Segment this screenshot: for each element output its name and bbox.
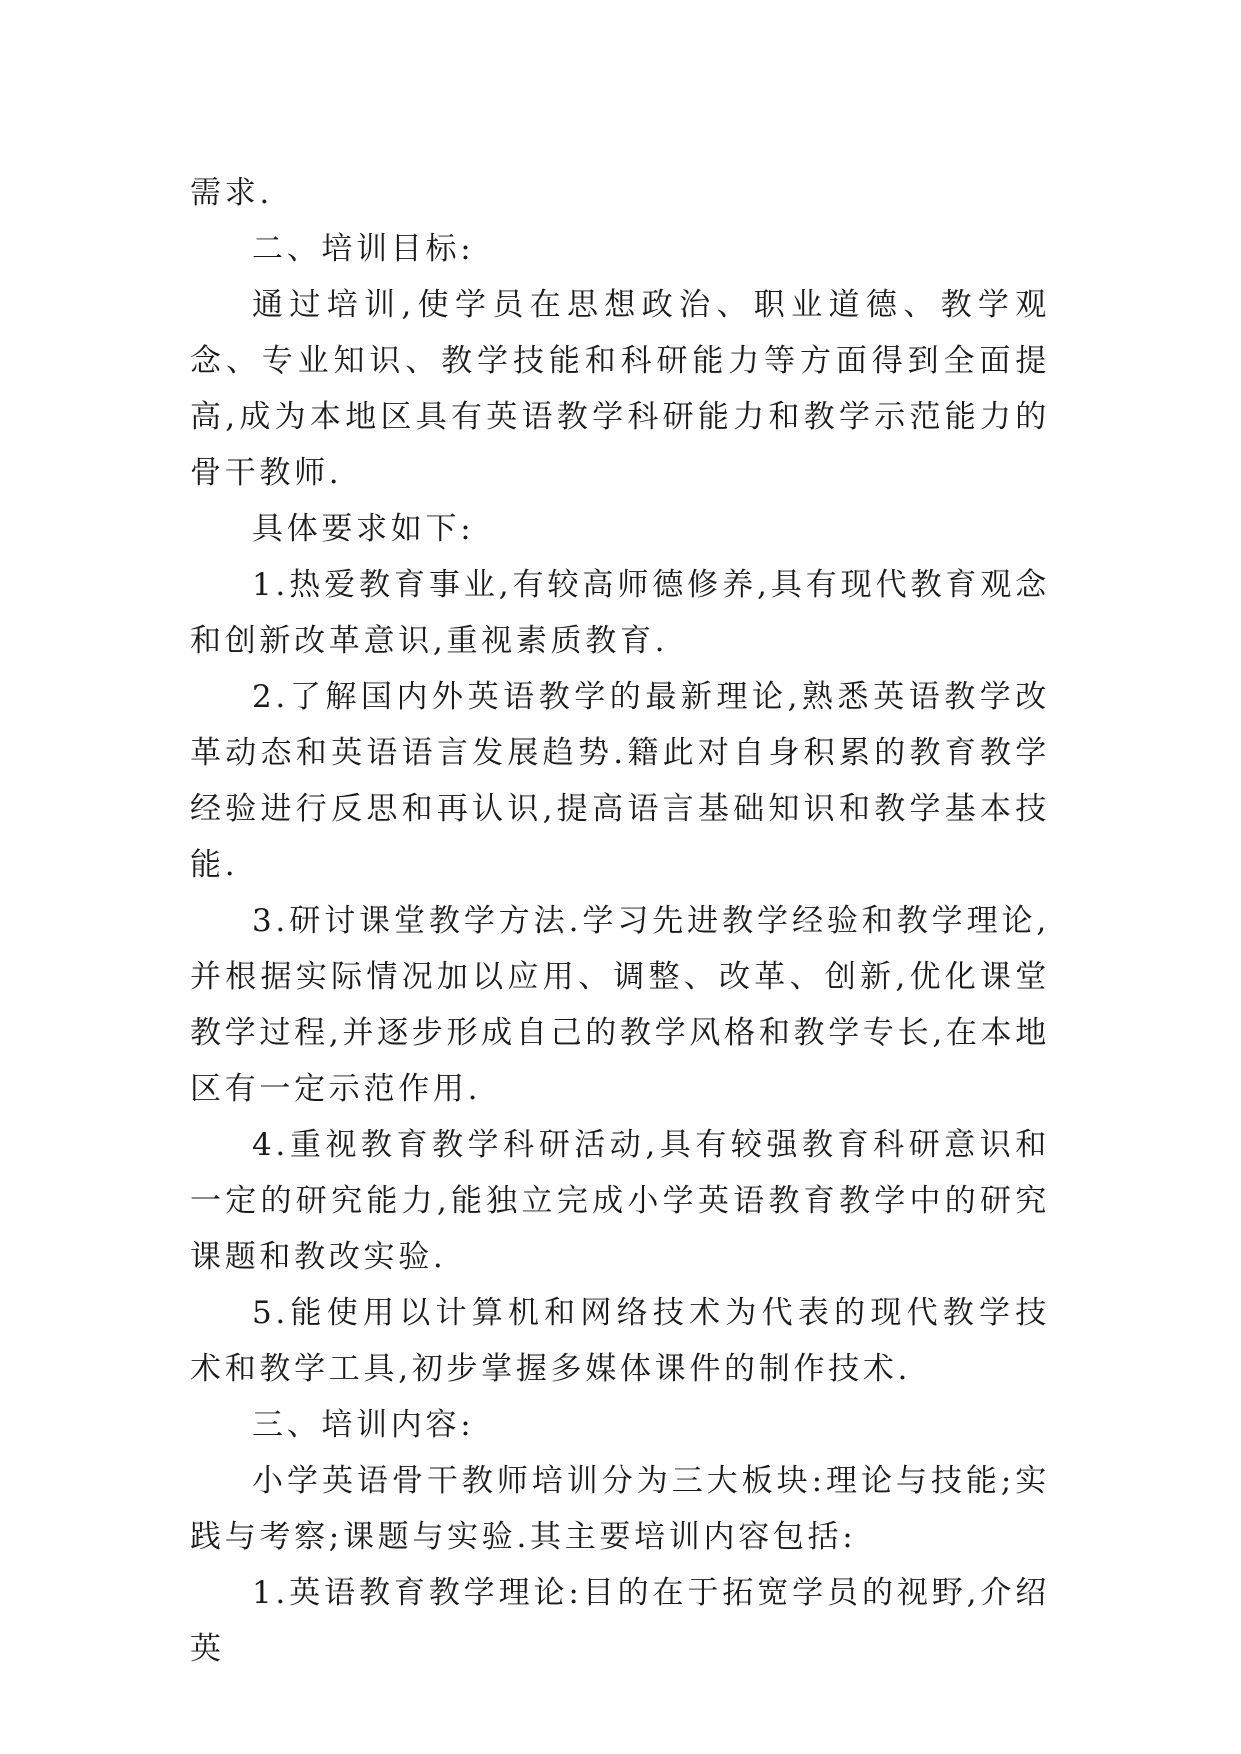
paragraph-goals-overview: 通过培训,使学员在思想政治、职业道德、教学观念、专业知识、教学技能和科研能力等方面得到全面提高,成为本地区具有英语教学科研能力和教学示范能力的骨干教师.	[190, 287, 1050, 491]
list-item-requirement-1: 1.热爱教育事业,有较高师德修养,具有现代教育观念和创新改革意识,重视素质教育.	[190, 567, 1050, 659]
paragraph-requirements-intro: 具体要求如下:	[252, 511, 475, 547]
list-item-requirement-4: 4.重视教育教学科研活动,具有较强教育科研意识和一定的研究能力,能独立完成小学英语教育教学中的研究课题和教改实验.	[190, 1127, 1050, 1275]
list-item-requirement-2: 2.了解国内外英语教学的最新理论,熟悉英语教学改革动态和英语语言发展趋势.籍此对自身积累的教育教学经验进行反思和再认识,提高语言基础知识和教学基本技能.	[190, 679, 1050, 883]
document-body	[190, 165, 1050, 1677]
paragraph-content-overview: 小学英语骨干教师培训分为三大板块:理论与技能;实践与考察;课题与实验.其主要培训内容包括:	[190, 1463, 1050, 1555]
section-heading-training-content: 三、培训内容:	[252, 1407, 475, 1443]
list-item-requirement-3: 3.研讨课堂教学方法.学习先进教学经验和教学理论,并根据实际情况加以应用、调整、改革、创新,优化课堂教学过程,并逐步形成自己的教学风格和教学专长,在本地区有一定示范作用.	[190, 903, 1050, 1107]
list-item-content-1: 1.英语教育教学理论:目的在于拓宽学员的视野,介绍英	[190, 1575, 1050, 1667]
list-item-requirement-5: 5.能使用以计算机和网络技术为代表的现代教学技术和教学工具,初步掌握多媒体课件的制作技术.	[190, 1295, 1050, 1387]
paragraph-continuation: 需求.	[190, 175, 273, 211]
section-heading-training-goals: 二、培训目标:	[252, 231, 475, 267]
